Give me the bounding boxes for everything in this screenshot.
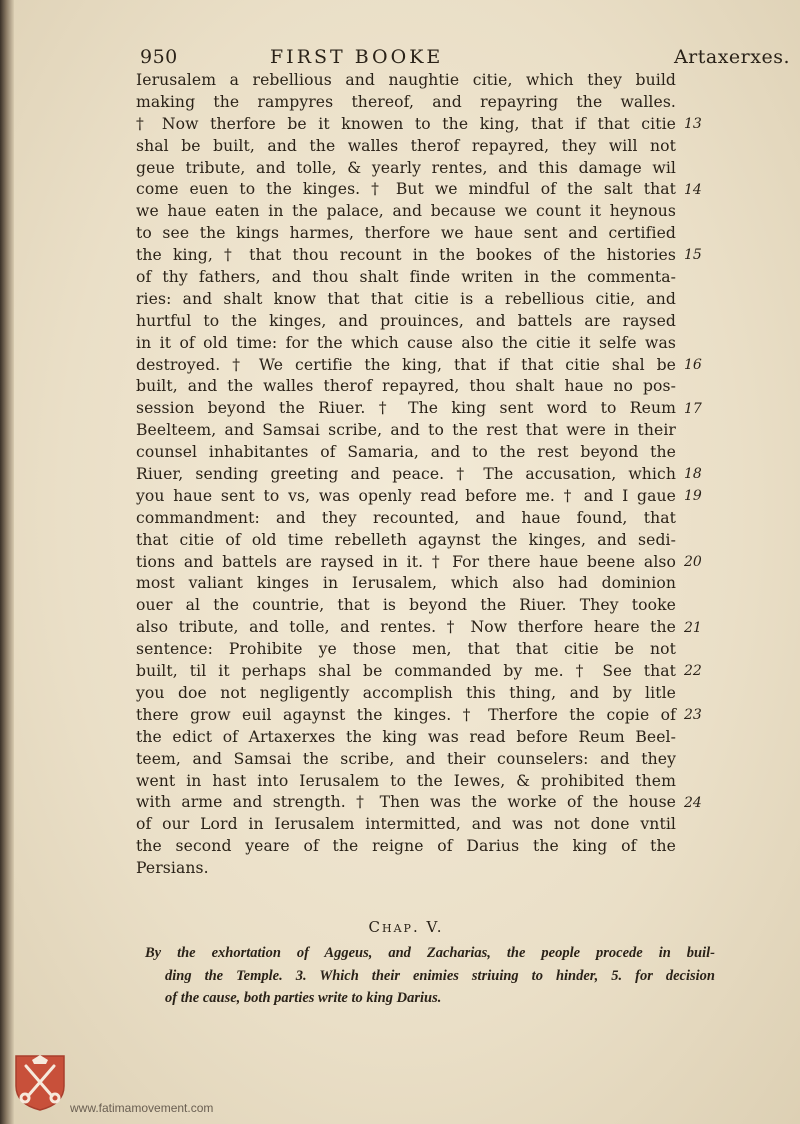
text-line: built, til it perhaps shal be commanded by me. † See that	[136, 662, 676, 681]
text-line: of thy fathers, and thou shalt finde writen in the commenta-	[136, 268, 676, 287]
summary-line: By the exhortation of Aggeus, and Zacharias, the people procede in buil-	[145, 945, 715, 961]
text-line: hurtful to the kinges, and prouinces, and battels are raysed	[136, 311, 676, 330]
text-line: the king, † that thou recount in the bookes of the histories	[136, 246, 676, 265]
chapter-summary	[145, 942, 715, 1010]
verse-number: 21	[684, 619, 702, 636]
text-line: there grow euil agaynst the kinges. † Therfore the copie of	[136, 705, 676, 724]
verse-number: 23	[684, 707, 702, 724]
text-line: counsel inhabitantes of Samaria, and to the rest beyond the	[136, 443, 676, 462]
text-line: teem, and Samsai the scribe, and their counselers: and they	[136, 749, 676, 768]
text-line: we haue eaten in the palace, and because we count it heynous	[136, 202, 676, 221]
text-line: ouer al the countrie, that is beyond the Riuer. They tooke	[136, 596, 676, 615]
text-line: with arme and strength. † Then was the worke of the house	[136, 793, 676, 812]
text-line: to see the kings harmes, therfore we haue sent and certified	[136, 224, 676, 243]
verse-number: 15	[684, 247, 702, 264]
summary-line: of the cause, both parties write to king Darius.	[165, 990, 442, 1006]
text-line: Riuer, sending greeting and peace. † The accusation, which	[136, 465, 676, 484]
text-line: shal be built, and the walles therof repayred, they will not	[136, 136, 676, 155]
text-line: in it of old time: for the which cause also the citie it selfe was	[136, 333, 676, 352]
text-line: ries: and shalt know that that citie is a rebellious citie, and	[136, 289, 676, 308]
text-line: destroyed. † We certifie the king, that if that citie shal be	[136, 355, 676, 374]
text-line: that citie of old time rebelleth agaynst the kinges, and sedi-	[136, 530, 676, 549]
verse-number: 18	[684, 466, 702, 483]
page-number: 950	[140, 46, 178, 68]
text-line: built, and the walles therof repayred, thou shalt haue no pos-	[136, 377, 676, 396]
verse-number: 17	[684, 400, 702, 417]
chapter-heading: Chap. V.	[368, 918, 444, 936]
verse-number: 13	[684, 115, 702, 132]
text-line: Ierusalem a rebellious and naughtie citie, which they build	[136, 71, 676, 89]
text-line: you doe not negligently accomplish this thing, and by litle	[136, 683, 676, 702]
text-line: making the rampyres thereof, and repayring the walles.	[136, 92, 676, 111]
papal-keys-seal-icon	[12, 1052, 68, 1112]
text-line: session beyond the Riuer. † The king sent word to Reum	[136, 399, 676, 418]
text-line: Persians.	[136, 859, 209, 878]
text-line: the second yeare of the reigne of Darius the king of the	[136, 837, 676, 856]
text-line: of our Lord in Ierusalem intermitted, and was not done vntil	[136, 815, 676, 834]
section-title: FIRST BOOKE	[270, 46, 444, 68]
text-line: geue tribute, and tolle, & yearly rentes, and this damage wil	[136, 158, 676, 177]
verse-number: 14	[684, 181, 702, 198]
text-line: commandment: and they recounted, and haue found, that	[136, 508, 676, 527]
text-line: went in hast into Ierusalem to the Iewes, & prohibited them	[136, 771, 676, 790]
text-line: most valiant kinges in Ierusalem, which also had dominion	[136, 574, 676, 593]
text-line: come euen to the kinges. † But we mindful of the salt that	[136, 180, 676, 199]
text-line: † Now therfore be it knowen to the king, that if that citie	[136, 114, 676, 133]
text-line: the edict of Artaxerxes the king was read before Reum Beel-	[136, 727, 676, 746]
running-title: Artaxerxes.	[673, 46, 790, 68]
verse-number: 16	[684, 356, 702, 373]
text-line: also tribute, and tolle, and rentes. † Now therfore heare the	[136, 618, 676, 637]
summary-line: ding the Temple. 3. Which their enimies striuing to hinder, 5. for decision	[165, 967, 715, 984]
verse-number: 22	[684, 663, 702, 680]
text-line: sentence: Prohibite ye those men, that that citie be not	[136, 640, 676, 659]
verse-number: 19	[684, 488, 702, 505]
verse-number: 20	[684, 553, 702, 570]
book-binding-edge	[0, 0, 14, 1124]
text-line: you haue sent to vs, was openly read before me. † and I gaue	[136, 486, 676, 505]
footer-url: www.fatimamovement.com	[70, 1101, 214, 1115]
text-line: tions and battels are raysed in it. † For there haue beene also	[136, 552, 676, 571]
verse-number: 24	[684, 794, 702, 811]
body-text	[136, 70, 676, 880]
text-line: Beelteem, and Samsai scribe, and to the rest that were in their	[136, 421, 676, 440]
